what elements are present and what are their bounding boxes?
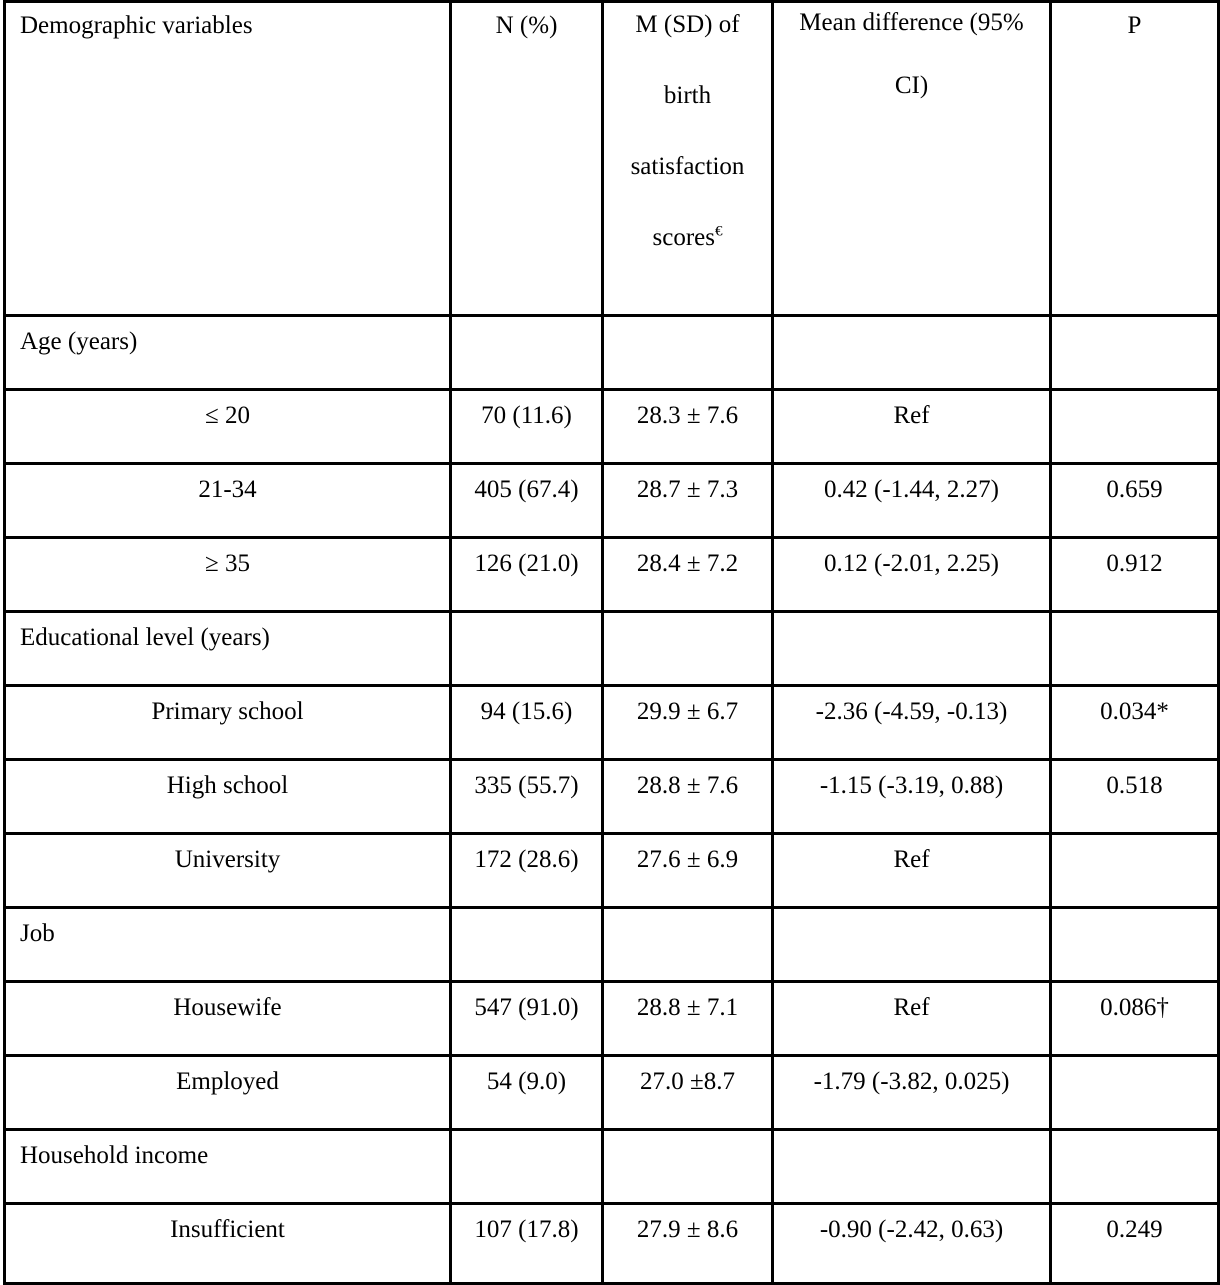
n-percent-cell: 107 (17.8) bbox=[451, 1204, 603, 1284]
n-percent-cell bbox=[451, 908, 603, 982]
p-value-cell bbox=[1051, 390, 1219, 464]
table-row bbox=[5, 834, 1219, 908]
row-label-cell: 21-34 bbox=[5, 464, 451, 538]
p-value-cell bbox=[1051, 1056, 1219, 1130]
header-p-value: P bbox=[1051, 2, 1219, 316]
header-demographic-variables: Demographic variables bbox=[5, 2, 451, 316]
n-percent-cell: 405 (67.4) bbox=[451, 464, 603, 538]
p-value-cell: 0.518 bbox=[1051, 760, 1219, 834]
header-mean-sd-text: M (SD) of birth satisfaction scores bbox=[630, 11, 745, 251]
table-row bbox=[5, 686, 1219, 760]
n-percent-cell: 54 (9.0) bbox=[451, 1056, 603, 1130]
mean-difference-cell: -1.15 (-3.19, 0.88) bbox=[773, 760, 1051, 834]
mean-difference-cell: Ref bbox=[773, 390, 1051, 464]
p-value-cell: 0.912 bbox=[1051, 538, 1219, 612]
n-percent-cell: 94 (15.6) bbox=[451, 686, 603, 760]
mean-sd-cell: 28.8 ± 7.1 bbox=[603, 982, 773, 1056]
header-mean-sd-marker: € bbox=[714, 223, 723, 240]
n-percent-cell bbox=[451, 316, 603, 390]
n-percent-cell: 547 (91.0) bbox=[451, 982, 603, 1056]
header-n-percent: N (%) bbox=[451, 2, 603, 316]
table-row bbox=[5, 1204, 1219, 1284]
row-label-cell: Employed bbox=[5, 1056, 451, 1130]
mean-difference-cell: Ref bbox=[773, 834, 1051, 908]
header-mean-difference bbox=[773, 2, 1051, 316]
row-label-cell: Educational level (years) bbox=[5, 612, 451, 686]
mean-difference-cell: 0.12 (-2.01, 2.25) bbox=[773, 538, 1051, 612]
mean-sd-cell bbox=[603, 1130, 773, 1204]
n-percent-cell bbox=[451, 1130, 603, 1204]
p-value-cell: 0.659 bbox=[1051, 464, 1219, 538]
row-label-cell: ≤ 20 bbox=[5, 390, 451, 464]
p-value-cell bbox=[1051, 908, 1219, 982]
mean-difference-cell: -0.90 (-2.42, 0.63) bbox=[773, 1204, 1051, 1284]
row-label-cell: Household income bbox=[5, 1130, 451, 1204]
table-row bbox=[5, 1056, 1219, 1130]
mean-difference-cell bbox=[773, 1130, 1051, 1204]
mean-sd-cell bbox=[603, 612, 773, 686]
n-percent-cell bbox=[451, 612, 603, 686]
header-mean-difference-text: Mean difference (95% CI) bbox=[799, 9, 1024, 99]
table-row bbox=[5, 982, 1219, 1056]
table-header-row bbox=[5, 2, 1219, 316]
n-percent-cell: 335 (55.7) bbox=[451, 760, 603, 834]
mean-difference-cell: Ref bbox=[773, 982, 1051, 1056]
table-row bbox=[5, 464, 1219, 538]
p-value-cell: 0.034* bbox=[1051, 686, 1219, 760]
n-percent-cell: 70 (11.6) bbox=[451, 390, 603, 464]
mean-difference-cell bbox=[773, 908, 1051, 982]
row-label-cell: University bbox=[5, 834, 451, 908]
p-value-cell bbox=[1051, 1130, 1219, 1204]
mean-sd-cell: 27.0 ±8.7 bbox=[603, 1056, 773, 1130]
mean-difference-cell bbox=[773, 612, 1051, 686]
demographics-table bbox=[3, 0, 1220, 1285]
row-label-cell: Age (years) bbox=[5, 316, 451, 390]
p-value-cell: 0.249 bbox=[1051, 1204, 1219, 1284]
row-label-cell: Housewife bbox=[5, 982, 451, 1056]
mean-sd-cell: 27.6 ± 6.9 bbox=[603, 834, 773, 908]
table-row bbox=[5, 390, 1219, 464]
header-mean-sd bbox=[603, 2, 773, 316]
mean-sd-cell: 29.9 ± 6.7 bbox=[603, 686, 773, 760]
p-value-cell bbox=[1051, 612, 1219, 686]
group-header-row bbox=[5, 612, 1219, 686]
row-label-cell: High school bbox=[5, 760, 451, 834]
mean-sd-cell bbox=[603, 908, 773, 982]
p-value-cell: 0.086† bbox=[1051, 982, 1219, 1056]
p-value-cell bbox=[1051, 834, 1219, 908]
table-row bbox=[5, 760, 1219, 834]
row-label-cell: ≥ 35 bbox=[5, 538, 451, 612]
p-value-cell bbox=[1051, 316, 1219, 390]
group-header-row bbox=[5, 316, 1219, 390]
mean-sd-cell bbox=[603, 316, 773, 390]
row-label-cell: Job bbox=[5, 908, 451, 982]
n-percent-cell: 126 (21.0) bbox=[451, 538, 603, 612]
row-label-cell: Insufficient bbox=[5, 1204, 451, 1284]
row-label-cell: Primary school bbox=[5, 686, 451, 760]
mean-difference-cell: -2.36 (-4.59, -0.13) bbox=[773, 686, 1051, 760]
mean-difference-cell: 0.42 (-1.44, 2.27) bbox=[773, 464, 1051, 538]
mean-sd-cell: 27.9 ± 8.6 bbox=[603, 1204, 773, 1284]
group-header-row bbox=[5, 1130, 1219, 1204]
mean-difference-cell bbox=[773, 316, 1051, 390]
mean-sd-cell: 28.3 ± 7.6 bbox=[603, 390, 773, 464]
n-percent-cell: 172 (28.6) bbox=[451, 834, 603, 908]
mean-sd-cell: 28.7 ± 7.3 bbox=[603, 464, 773, 538]
mean-sd-cell: 28.8 ± 7.6 bbox=[603, 760, 773, 834]
mean-difference-cell: -1.79 (-3.82, 0.025) bbox=[773, 1056, 1051, 1130]
table-row bbox=[5, 538, 1219, 612]
mean-sd-cell: 28.4 ± 7.2 bbox=[603, 538, 773, 612]
group-header-row bbox=[5, 908, 1219, 982]
